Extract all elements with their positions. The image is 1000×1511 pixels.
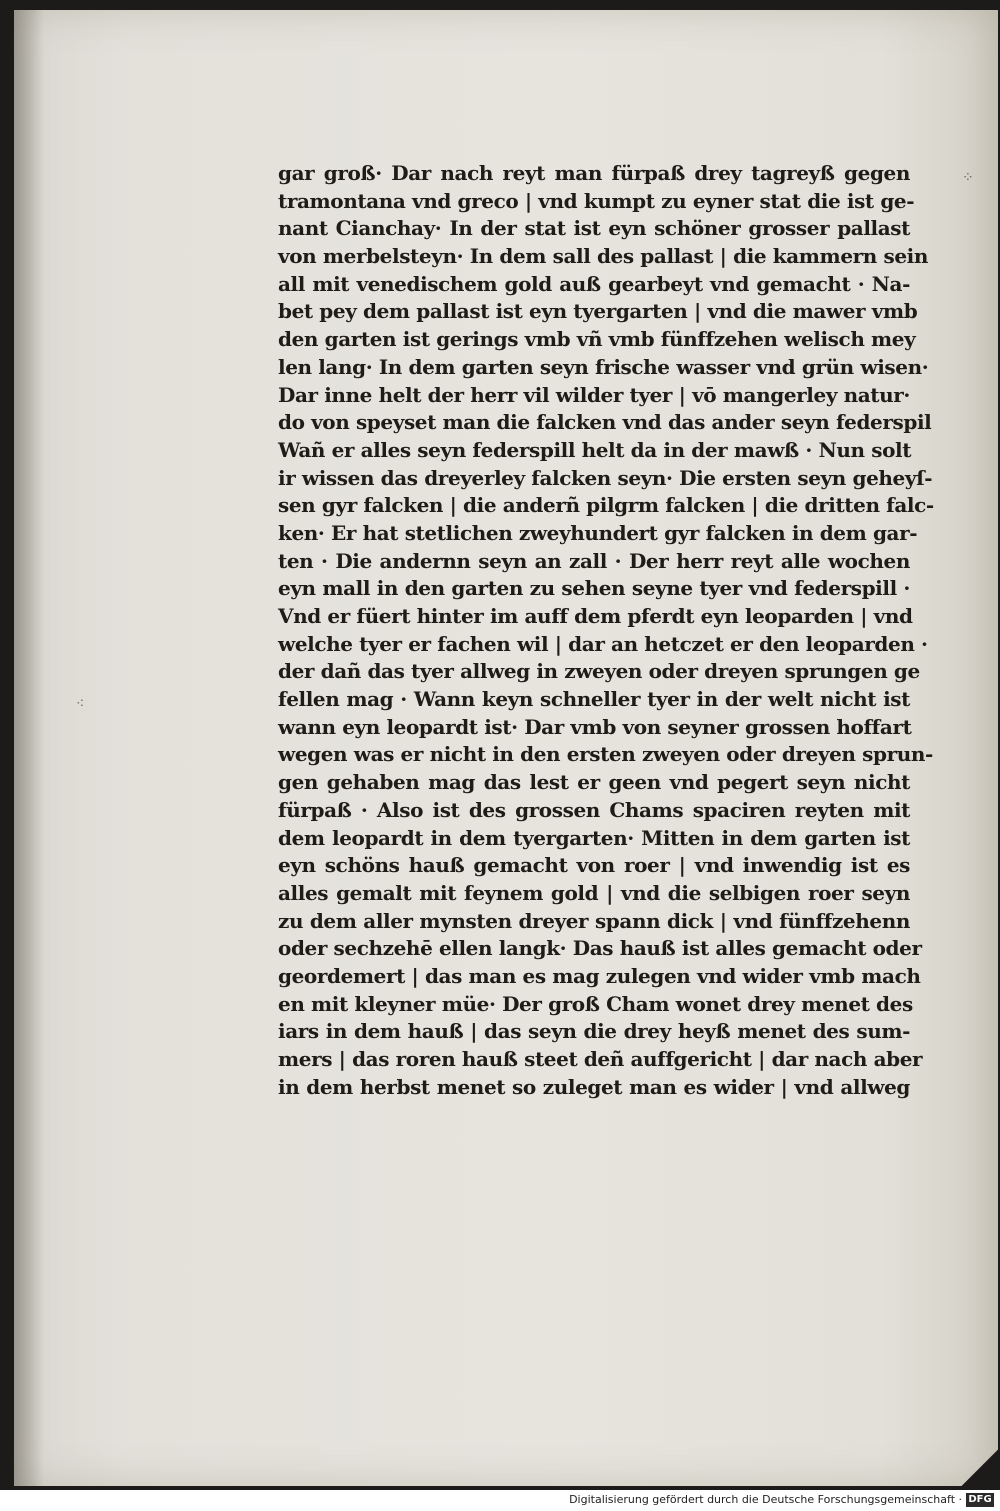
text-line: oder sechzehē ellen langk· Das hauß ist alles gemacht oder: [278, 936, 922, 961]
text-line: iars in dem hauß | das seyn die drey heyß menet des sum-: [278, 1019, 910, 1044]
text-line: gen gehaben mag das lest er geen vnd pegert seyn nicht: [278, 770, 910, 795]
digitization-footer: [0, 1490, 1000, 1511]
text-line: welche tyer er fachen wil | dar an hetczet er den leoparden ·: [278, 631, 928, 656]
text-line: zu dem aller mynsten dreyer spann dick | vnd fünffzehenn: [278, 908, 910, 933]
text-line: in dem herbst menet so zuleget man es wider | vnd allweg: [278, 1074, 910, 1099]
text-line: bet pey dem pallast ist eyn tyergarten | vnd die mawer vmb: [278, 299, 918, 324]
text-line: ir wissen das dreyerley falcken seyn· Die ersten seyn geheyſ-: [278, 465, 933, 490]
text-line: wegen was er nicht in den ersten zweyen oder dreyen sprun-: [278, 742, 933, 767]
text-line: tramontana vnd greco | vnd kumpt zu eyner stat die ist ge-: [278, 188, 915, 213]
footer-credit: Digitalisierung gefördert durch die Deutsche Forschungsgemeinschaft ·: [569, 1493, 962, 1506]
text-line: gar groß· Dar nach reyt man fürpaß drey tagreyß gegen: [278, 161, 910, 185]
text-line: geordemert | das man es mag zulegen vnd wider vmb mach: [278, 963, 921, 988]
page-corner-shadow: [958, 1446, 998, 1486]
margin-mark-left: ⁖: [76, 696, 85, 712]
page-text-block: [278, 160, 934, 1101]
text-line: wann eyn leopardt ist· Dar vmb von seyner grossen hoffart: [278, 714, 912, 739]
text-line: Wañ er alles seyn federspill helt da in der mawß · Nun solt: [278, 437, 912, 462]
text-line: mers | das roren hauß steet deñ auffgericht | dar nach aber: [278, 1047, 923, 1071]
text-line: eyn mall in den garten zu sehen seyne tyer vnd federspill ·: [278, 576, 910, 601]
text-line: Dar inne helt der herr vil wilder tyer | vō mangerley natur·: [278, 382, 910, 407]
text-line: dem leopardt in dem tyergarten· Mitten in dem garten ist: [278, 825, 910, 850]
text-line: ken· Er hat stetlichen zweyhundert gyr falcken in dem gar-: [278, 520, 918, 545]
text-line: do von speyset man die falcken vnd das ander seyn federspil: [278, 410, 932, 435]
dfg-logo: DFG: [966, 1493, 994, 1507]
margin-mark-right: ⁘: [962, 170, 974, 186]
text-line: von merbelsteyn· In dem sall des pallast | die kammern sein: [278, 244, 929, 269]
text-line: all mit venedischem gold auß gearbeyt vnd gemacht · Na-: [278, 271, 910, 296]
text-line: nant Cianchay· In der stat ist eyn schöner grosser pallast: [278, 216, 910, 241]
text-line: ten · Die andernn seyn an zall · Der herr reyt alle wochen: [278, 548, 910, 573]
text-line: fürpaß · Also ist des grossen Chams spaciren reyten mit: [278, 797, 910, 822]
text-line: Vnd er füert hinter im auff dem pferdt eyn leoparden | vnd: [278, 604, 913, 628]
text-line: den garten ist gerings vmb vñ vmb fünffzehen welisch mey: [278, 327, 916, 352]
text-line: len lang· In dem garten seyn frische wasser vnd grün wisen·: [278, 354, 929, 379]
text-line: sen gyr falcken | die anderñ pilgrm falcken | die dritten falc-: [278, 493, 934, 518]
text-line: eyn schöns hauß gemacht von roer | vnd inwendig ist es: [278, 853, 910, 878]
text-line: alles gemalt mit feynem gold | vnd die selbigen roer seyn: [278, 880, 910, 905]
text-line: fellen mag · Wann keyn schneller tyer in der welt nicht ist: [278, 687, 910, 712]
text-line: en mit kleyner müe· Der groß Cham wonet drey menet des: [278, 991, 913, 1016]
text-line: der dañ das tyer allweg in zweyen oder dreyen sprungen ge: [278, 659, 920, 684]
